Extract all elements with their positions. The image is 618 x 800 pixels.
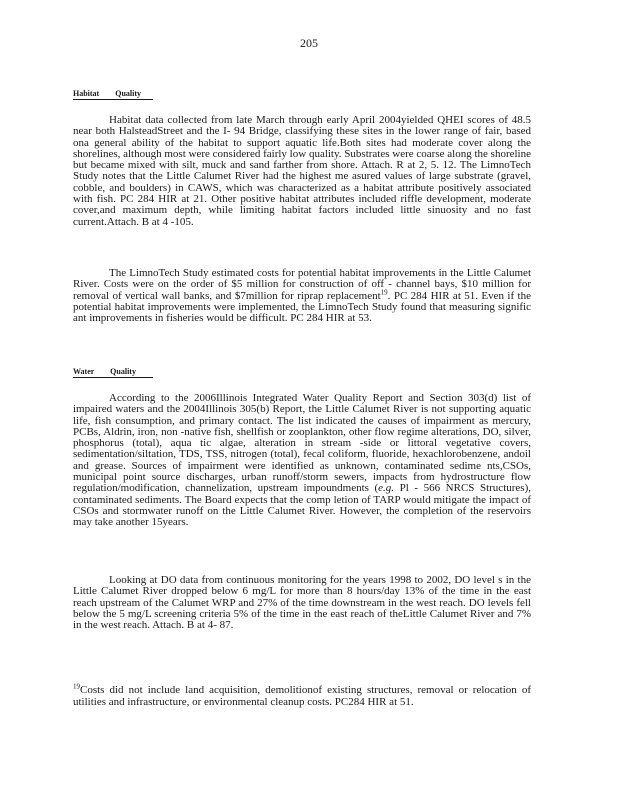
page-number: 205 bbox=[300, 36, 318, 50]
water-paragraph-1 bbox=[73, 393, 531, 529]
habitat-paragraph-1: Habitat data collected from late March through early April 2004yielded QHEI scores of 48.5 near both HalsteadStreet and the I- 94 Bridge, classifying these sites in the lower range of fair, based ona general ability of the habitat to support aquatic life.Both sites had moderate cover along the shorelines, although most were considered fairly low quality. Substrates were coarse along the shoreline but became mixed with silt, muck and sand farther from shore. Attach. R at 2, 5. 12. The LimnoTech Study notes that the Little Calumet River had the highest me asured values of large substrate (gravel, cobble, and boulders) in CAWS, which was characterized as a habitat attribute positively associated with fish. PC 284 HIR at 21. Other positive habitat attributes included riffle development, moderate cover,and maximum depth, while limiting habitat factors included little sinuosity and no fast current.Attach. B at 4 -105. bbox=[73, 114, 531, 228]
habitat-paragraph-2 bbox=[73, 268, 531, 324]
section-heading-habitat-quality: Habitat Quality bbox=[73, 89, 153, 100]
water-paragraph-1-text: According to the 2006Illinois Integrated Water Quality Report and Section 303(d) list of impaired waters and the 2004Illinois 305(b) Report, the Little Calumet River is not supporting aquatic life, fish consumption, and primary contact. The list indicated the causes of impairment as mercury, PCBs, Aldrin, iron, non -native fish, shellfish or zooplankton, other flow regime alterations, DO, silver, phosphorus (total), aqua tic algae, alteration in stream -side or littoral vegetative covers, sedimentation/siltation, TDS, TSS, nitrogen (total), fecal coliform, fluoride, hexachlorobenzene, andoil and grease. Sources of impairment were identified as unknown, contaminated sedime nts,CSOs, municipal point source discharges, urban runoff/storm sewers, impacts from hydrostructure flow regulation/modification, channelization, upstream impoundments ( bbox=[73, 392, 531, 495]
footnote-reference: 19 bbox=[380, 287, 388, 296]
section-heading-water-quality: Water Quality bbox=[73, 367, 153, 378]
footnote-text: Costs did not include land acquisition, demolitionof existing structures, removal or relocation of utilities and infrastructure, or environmental cleanup costs. PC284 HIR at 51. bbox=[73, 684, 531, 708]
habitat-paragraph-2-text: The LimnoTech Study estimated costs for potential habitat improvements in the Little Calumet River. Costs were on the order of $5 million for construction of off - channel bays, $10 million for removal of vertical wall banks, and $7million for riprap replacement bbox=[73, 267, 531, 302]
habitat-paragraph-2-tail: . PC 284 HIR at 51. Even if the potential habitat improvements were implemented, the LimnoTech Study found that measuring signific ant improvements in fisheries would be difficult. PC 284 HIR at 53. bbox=[73, 289, 531, 325]
water-paragraph-1-tail: Pl - 566 NRCS Structures), contaminated sediments. The Board expects that the comp letion of TARP would mitigate the impact of CSOs and stormwater runoff on the Little Calumet River. However, the completion of the reservoirs may take another 15years. bbox=[73, 482, 531, 529]
footnote-marker: 19 bbox=[73, 682, 80, 691]
footnote bbox=[73, 682, 531, 708]
water-paragraph-1-eg: e.g. bbox=[378, 482, 395, 495]
water-paragraph-2: Looking at DO data from continuous monitoring for the years 1998 to 2002, DO level s in the Little Calumet River dropped below 6 mg/L for more than 8 hours/day 13% of the time in the east reach upstream of the Calumet WRP and 27% of the time downstream in the west reach. DO levels fell below the 5 mg/L screening criteria 5% of the time in the east reach of theLittle Calumet River and 7% in the west reach. Attach. B at 4- 87. bbox=[73, 574, 531, 632]
